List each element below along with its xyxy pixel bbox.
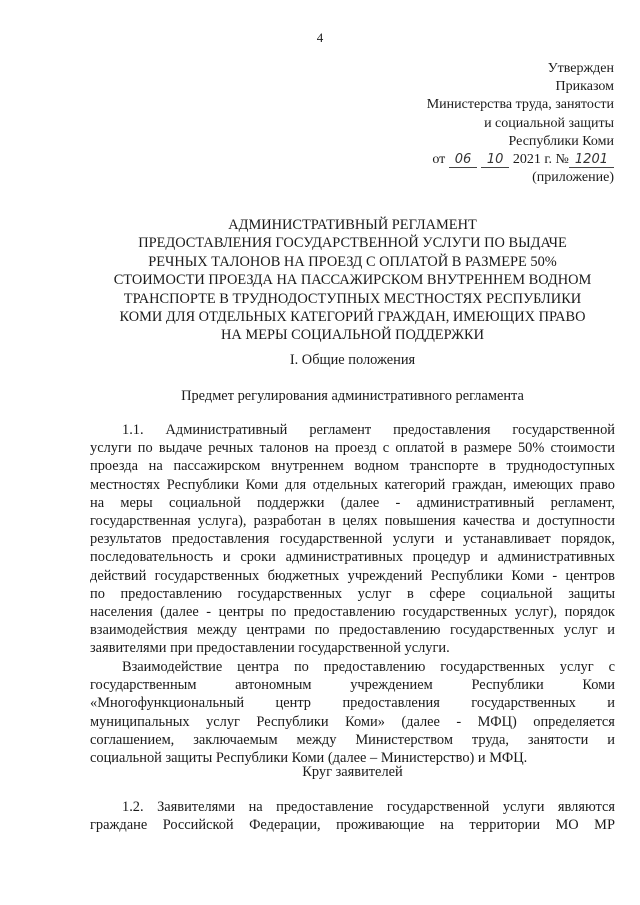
paragraph-line: результатов предоставления государственной услуги и устанавливает порядок,: [90, 531, 615, 548]
paragraph-line: проезда на пассажирском внутреннем водном транспорте в труднодоступных: [90, 458, 615, 475]
paragraph-line: 1.1. Административный регламент предоставления государственной: [122, 422, 615, 438]
paragraph-line: населения (далее - центры по предоставлению государственных услуг), порядок: [90, 604, 615, 621]
paragraph-interaction: [90, 658, 615, 767]
paragraph-line: на меры социальной поддержки (далее - административный регламент,: [90, 494, 615, 511]
paragraph-1-1: [90, 421, 615, 658]
subsection-heading: Круг заявителей: [302, 764, 403, 780]
title-line: СТОИМОСТИ ПРОЕЗДА НА ПАССАЖИРСКОМ ВНУТРЕННЕМ ВОДНОМ: [113, 272, 592, 289]
approval-line: Республики Коми: [508, 133, 614, 149]
approval-line: Утвержден: [547, 61, 614, 76]
document-title: [90, 216, 615, 345]
paragraph-1-2: [90, 798, 615, 834]
paragraph-line: Взаимодействие центра по предоставлению государственных услуг с: [122, 659, 615, 675]
paragraph-line: по предоставлению государственных услуг в сфере социальной защиты: [90, 585, 615, 602]
paragraph-line: действий государственных бюджетных учреждений Республики Коми - центров: [90, 567, 615, 584]
date-year: 2021 г. №: [512, 152, 569, 168]
title-line: АДМИНИСТРАТИВНЫЙ РЕГЛАМЕНТ: [228, 217, 477, 233]
title-line: ТРАНСПОРТЕ В ТРУДНОДОСТУПНЫХ МЕСТНОСТЯХ РЕСПУБЛИКИ: [123, 290, 582, 307]
handwritten-month: 10: [481, 153, 510, 168]
page-number: 4: [316, 30, 324, 45]
paragraph-line: последовательность и сроки административных процедур и административных: [90, 549, 615, 566]
title-line: ПРЕДОСТАВЛЕНИЯ ГОСУДАРСТВЕННОЙ УСЛУГИ ПО ВЫДАЧЕ: [138, 235, 567, 252]
approval-line: и социальной защиты: [484, 115, 614, 131]
paragraph-line: соглашением, заключаемым между Министерством труда, занятости и: [90, 731, 615, 748]
approval-appendix: (приложение): [532, 170, 614, 186]
handwritten-day: 06: [449, 153, 478, 168]
paragraph-line: 1.2. Заявителями на предоставление государственной услуги являются: [122, 799, 615, 815]
paragraph-line: местностях Республики Коми для отдельных категорий граждан, имеющих право: [90, 476, 615, 493]
paragraph-line: социальной защиты Республики Коми (далее – Министерство) и МФЦ.: [90, 750, 528, 767]
date-prefix: от: [432, 152, 446, 168]
paragraph-line: заявителями при предоставлении государственной услуги.: [90, 640, 450, 657]
paragraph-line: взаимодействия между центрами по предоставлению государственных услуг и: [90, 622, 615, 639]
approval-stamp: [427, 60, 614, 187]
paragraph-line: государственная услуга), разработан в целях повышения качества и доступности: [90, 513, 615, 530]
title-line: НА МЕРЫ СОЦИАЛЬНОЙ ПОДДЕРЖКИ: [221, 327, 484, 344]
paragraph-line: государственным автономным учреждением Республики Коми: [90, 677, 615, 694]
approval-line: Министерства труда, занятости: [426, 97, 614, 113]
paragraph-line: «Многофункциональный центр предоставления государственных и: [90, 695, 615, 712]
title-line: КОМИ ДЛЯ ОТДЕЛЬНЫХ КАТЕГОРИЙ ГРАЖДАН, ИМЕЮЩИХ ПРАВО: [119, 309, 586, 326]
approval-date-line: [427, 151, 614, 169]
subsection-heading: Предмет регулирования административного регламента: [181, 388, 524, 404]
approval-line: Приказом: [555, 79, 614, 95]
title-line: РЕЧНЫХ ТАЛОНОВ НА ПРОЕЗД С ОПЛАТОЙ В РАЗМЕРЕ 50%: [148, 253, 557, 270]
handwritten-number: 1201: [569, 153, 614, 168]
section-heading: I. Общие положения: [289, 352, 416, 368]
paragraph-line: услуги по выдаче речных талонов на проезд с оплатой в размере 50% стоимости: [90, 440, 615, 457]
paragraph-line: граждане Российской Федерации, проживающие на территории МО МР: [90, 817, 615, 834]
paragraph-line: муниципальных услуг Республики Коми» (далее - МФЦ) определяется: [90, 713, 615, 730]
